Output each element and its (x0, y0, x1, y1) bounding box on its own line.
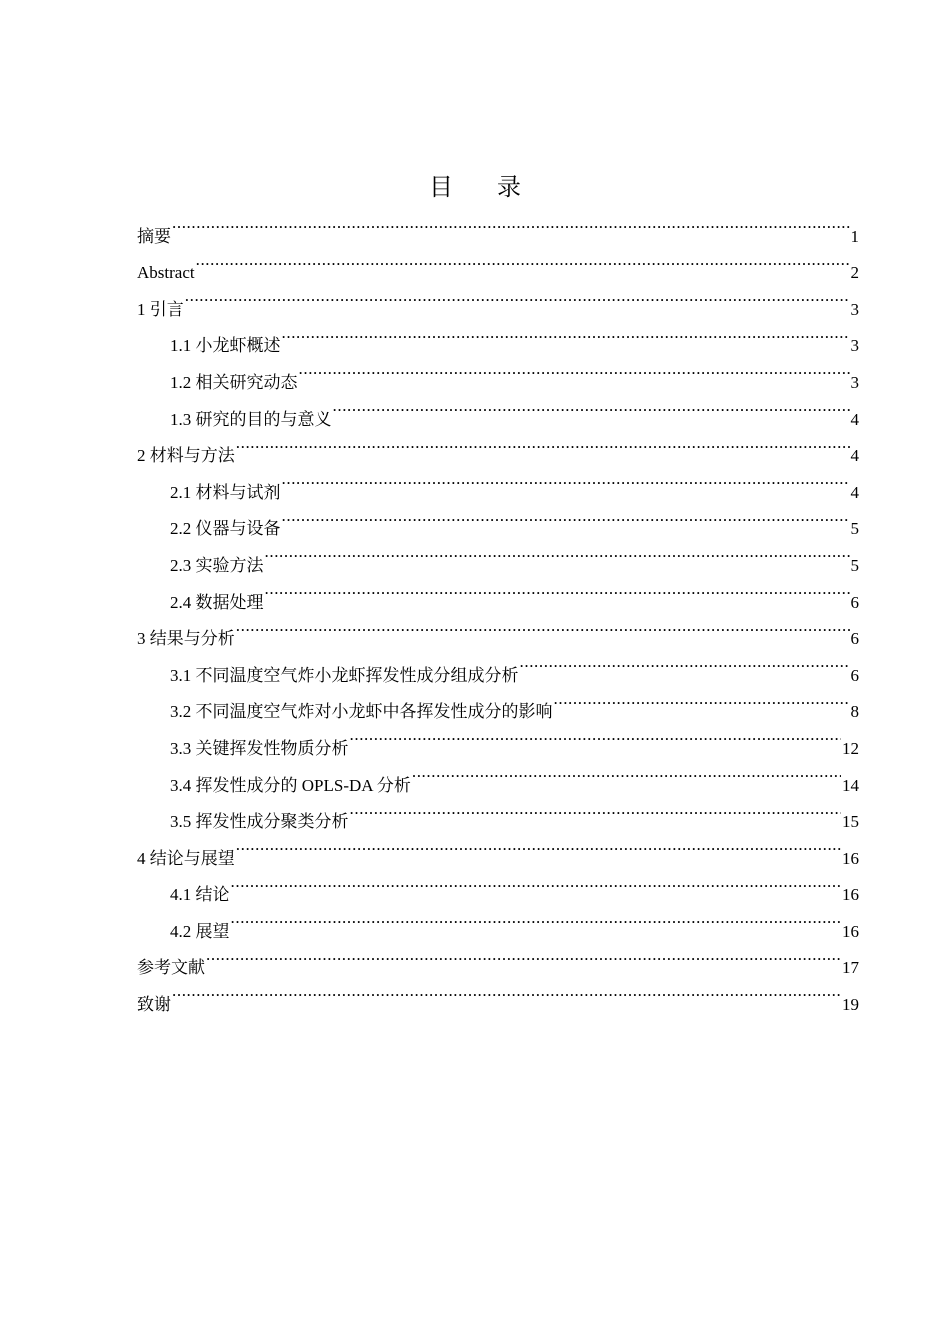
toc-entry-page: 4 (850, 482, 859, 502)
toc-leader-dots (554, 681, 850, 718)
toc-entry[interactable] (137, 644, 859, 685)
toc-leader-dots (333, 388, 850, 425)
toc-entry-label: 2 材料与方法 (137, 446, 235, 466)
toc-leader-dots (236, 827, 841, 864)
toc-leader-dots (282, 315, 850, 352)
toc-entry-label: 2.4 数据处理 (170, 592, 264, 612)
toc-leader-dots (236, 425, 850, 462)
toc-entry-label: 1.3 研究的目的与意义 (170, 409, 332, 429)
toc-entry-page: 6 (850, 592, 859, 612)
toc-entry-label: 4 结论与展望 (137, 848, 235, 868)
toc-entry-page: 15 (842, 812, 859, 832)
toc-entry-page: 3 (850, 336, 859, 356)
toc-entry-label: 3 结果与分析 (137, 629, 235, 649)
toc-entry-label: 2.3 实验方法 (170, 555, 264, 575)
toc-leader-dots (206, 937, 841, 974)
toc-leader-dots (282, 461, 850, 498)
toc-entry-label: 3.2 不同温度空气炸对小龙虾中各挥发性成分的影响 (170, 702, 553, 722)
toc-entry-page: 4 (850, 446, 859, 466)
toc-entry-page: 14 (842, 775, 859, 795)
toc-entry-label: 1.2 相关研究动态 (170, 372, 298, 392)
toc-entry-label: 参考文献 (137, 958, 205, 978)
toc-entry-page: 16 (842, 848, 859, 868)
toc-entry[interactable] (137, 461, 859, 502)
toc-entry-label: 4.1 结论 (170, 885, 230, 905)
toc-entry-page: 6 (850, 665, 859, 685)
toc-leader-dots (172, 205, 850, 242)
toc-entry-page: 12 (842, 738, 859, 758)
toc-leader-dots (185, 278, 850, 315)
toc-entry-page: 6 (850, 629, 859, 649)
toc-entry-label: 1 引言 (137, 299, 184, 319)
toc-leader-dots (236, 608, 850, 645)
toc-entry-page: 17 (842, 958, 859, 978)
toc-entry[interactable] (137, 973, 859, 1015)
toc-entry-page: 19 (842, 995, 859, 1015)
toc-entry-label: 2.1 材料与试剂 (170, 482, 281, 502)
toc-leader-dots (350, 791, 842, 828)
toc-entry-page: 16 (842, 885, 859, 905)
toc-entry[interactable] (137, 900, 859, 941)
toc-entry-label: 3.1 不同温度空气炸小龙虾挥发性成分组成分析 (170, 665, 519, 685)
toc-leader-dots (412, 754, 841, 791)
toc-entry[interactable] (137, 278, 859, 319)
toc-entry-page: 3 (850, 372, 859, 392)
toc-leader-dots (172, 973, 841, 1010)
toc-list (137, 205, 859, 1015)
toc-entry-label: 3.5 挥发性成分聚类分析 (170, 812, 349, 832)
toc-entry[interactable] (137, 425, 859, 466)
toc-entry[interactable] (137, 937, 859, 978)
toc-entry-label: 2.2 仪器与设备 (170, 519, 281, 539)
toc-leader-dots (231, 900, 842, 937)
toc-entry-label: 致谢 (137, 995, 171, 1015)
toc-entry-page: 1 (850, 226, 859, 246)
toc-leader-dots (520, 644, 850, 681)
toc-leader-dots (299, 351, 850, 388)
toc-entry-label: 3.3 关键挥发性物质分析 (170, 738, 349, 758)
toc-entry[interactable] (137, 608, 859, 649)
toc-entry-label: Abstract (137, 263, 195, 283)
toc-entry-page: 4 (850, 409, 859, 429)
toc-entry-page: 3 (850, 299, 859, 319)
toc-entry-page: 8 (850, 702, 859, 722)
toc-entry[interactable] (137, 242, 859, 283)
toc-entry-page: 16 (842, 921, 859, 941)
toc-title: 目录 (429, 173, 565, 201)
toc-leader-dots (231, 864, 842, 901)
toc-entry[interactable] (137, 827, 859, 868)
toc-entry-page: 2 (850, 263, 859, 283)
toc-entry-page: 5 (850, 555, 859, 575)
toc-entry[interactable] (137, 864, 859, 905)
toc-entry-label: 1.1 小龙虾概述 (170, 336, 281, 356)
toc-leader-dots (265, 534, 850, 571)
toc-entry-label: 3.4 挥发性成分的 OPLS-DA 分析 (170, 775, 411, 795)
toc-leader-dots (282, 498, 850, 535)
toc-leader-dots (196, 242, 850, 279)
toc-entry-label: 4.2 展望 (170, 921, 230, 941)
toc-entry-page: 5 (850, 519, 859, 539)
toc-leader-dots (265, 571, 850, 608)
toc-entry-label: 摘要 (137, 226, 171, 246)
toc-entry[interactable] (137, 315, 859, 356)
toc-entry[interactable] (137, 205, 859, 246)
toc-leader-dots (350, 717, 842, 754)
